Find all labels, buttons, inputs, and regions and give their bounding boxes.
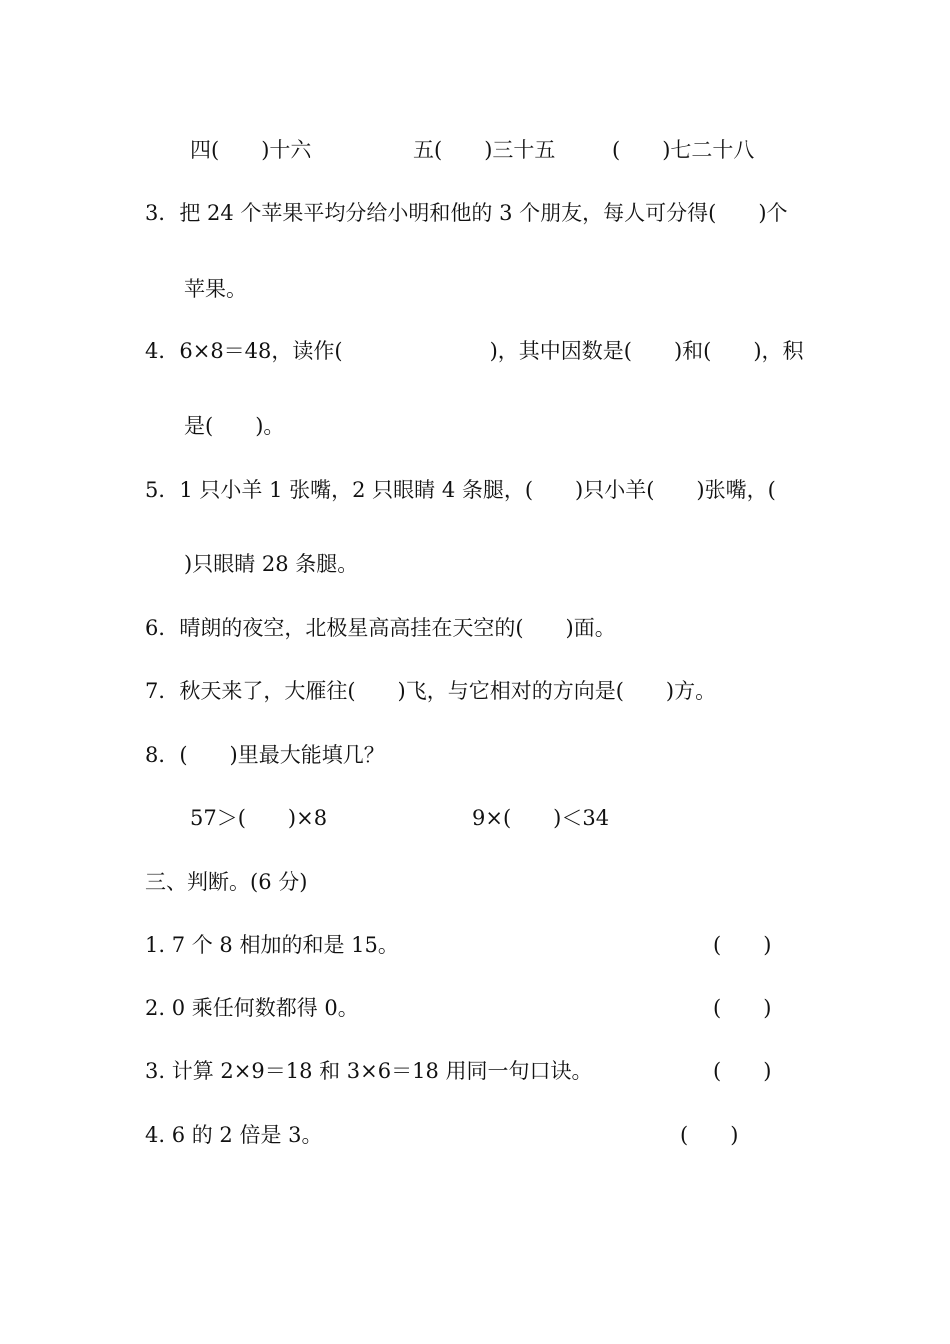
question-3-line-2: 苹果。 xyxy=(184,277,247,301)
q2-blank-c: ( )七二十八 xyxy=(612,138,755,162)
question-8-item-a: 57＞( )×8 xyxy=(190,806,328,830)
question-5-line-1: 5．1 只小羊 1 张嘴，2 只眼睛 4 条腿，( )只小羊( )张嘴，( xyxy=(145,478,776,502)
question-8-item-b: 9×( )＜34 xyxy=(472,806,610,830)
q2-blank-b: 五( )三十五 xyxy=(413,138,556,162)
question-4-line-2: 是( )。 xyxy=(184,414,285,438)
question-5-line-2: )只眼睛 28 条腿。 xyxy=(184,552,359,576)
judgment-item-2: 2. 0 乘任何数都得 0。 xyxy=(145,996,359,1020)
judgment-item-4: 4. 6 的 2 倍是 3。 xyxy=(145,1123,323,1147)
question-4-line-1: 4．6×8＝48，读作( )，其中因数是( )和( )，积 xyxy=(145,339,804,363)
question-3-line-1: 3．把 24 个苹果平均分给小明和他的 3 个朋友，每人可分得( )个 xyxy=(145,201,788,225)
judgment-item-1-answer: ( ) xyxy=(713,933,772,957)
judgment-item-2-answer: ( ) xyxy=(713,996,772,1020)
question-6: 6．晴朗的夜空，北极星高高挂在天空的( )面。 xyxy=(145,616,616,640)
question-8-prompt: 8．( )里最大能填几？ xyxy=(145,743,385,767)
judgment-item-3: 3. 计算 2×9＝18 和 3×6＝18 用同一句口诀。 xyxy=(145,1059,593,1083)
section-3-heading: 三、判断。(6 分) xyxy=(145,870,308,894)
q2-blank-a: 四( )十六 xyxy=(190,138,312,162)
judgment-item-1: 1. 7 个 8 相加的和是 15。 xyxy=(145,933,399,957)
judgment-item-4-answer: ( ) xyxy=(680,1123,739,1147)
question-7: 7．秋天来了，大雁往( )飞，与它相对的方向是( )方。 xyxy=(145,679,717,703)
judgment-item-3-answer: ( ) xyxy=(713,1059,772,1083)
